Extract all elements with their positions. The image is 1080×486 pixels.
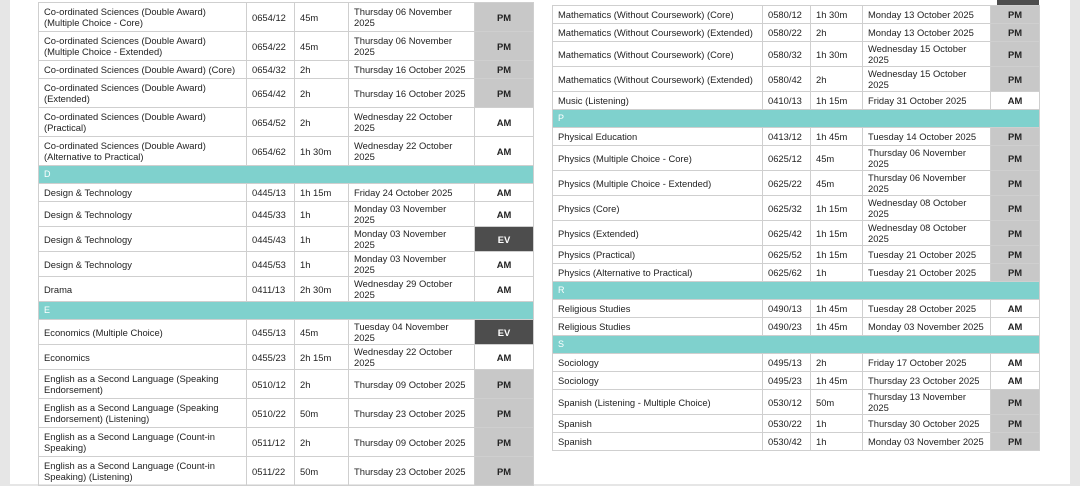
session-cell: AM — [991, 354, 1040, 372]
section-header — [39, 166, 534, 184]
code-cell: 0654/52 — [247, 108, 295, 137]
section-letter: P — [553, 110, 1040, 128]
duration-cell: 50m — [811, 390, 863, 415]
duration-cell: 1h 45m — [811, 300, 863, 318]
duration-cell: 1h — [811, 415, 863, 433]
session-cell: AM — [475, 345, 534, 370]
subject-cell: Sociology — [553, 372, 763, 390]
date-cell: Thursday 09 October 2025 — [349, 428, 475, 457]
code-cell: 0654/62 — [247, 137, 295, 166]
duration-cell: 45m — [811, 146, 863, 171]
table-row — [553, 92, 1040, 110]
code-cell: 0495/13 — [763, 354, 811, 372]
subject-cell: Spanish — [553, 415, 763, 433]
table-row — [553, 300, 1040, 318]
duration-cell: 1h 45m — [811, 128, 863, 146]
date-cell: Wednesday 08 October 2025 — [863, 221, 991, 246]
subject-cell: English as a Second Language (Count-in Speaking) (Listening) — [39, 457, 247, 486]
subject-cell: Design & Technology — [39, 184, 247, 202]
code-cell: 0510/22 — [247, 399, 295, 428]
date-cell: Tuesday 21 October 2025 — [863, 264, 991, 282]
session-cell: PM — [991, 67, 1040, 92]
code-cell: 0455/23 — [247, 345, 295, 370]
session-cell: PM — [991, 264, 1040, 282]
subject-cell: Mathematics (Without Coursework) (Core) — [553, 42, 763, 67]
table-row — [553, 264, 1040, 282]
date-cell: Thursday 23 October 2025 — [863, 372, 991, 390]
subject-cell: Music (Listening) — [553, 92, 763, 110]
duration-cell: 1h — [295, 227, 349, 252]
date-cell: Wednesday 22 October 2025 — [349, 137, 475, 166]
table-row — [39, 252, 534, 277]
duration-cell: 2h — [811, 67, 863, 92]
session-cell: PM — [991, 146, 1040, 171]
duration-cell: 45m — [295, 32, 349, 61]
date-cell: Tuesday 04 November 2025 — [349, 320, 475, 345]
session-cell: PM — [991, 246, 1040, 264]
subject-cell: Economics (Multiple Choice) — [39, 320, 247, 345]
timetable-page — [10, 0, 1070, 484]
code-cell: 0625/22 — [763, 171, 811, 196]
date-cell: Monday 13 October 2025 — [863, 6, 991, 24]
duration-cell: 1h — [295, 202, 349, 227]
date-cell: Monday 03 November 2025 — [349, 227, 475, 252]
subject-cell: Physical Education — [553, 128, 763, 146]
duration-cell: 45m — [295, 320, 349, 345]
subject-cell: Physics (Alternative to Practical) — [553, 264, 763, 282]
session-cell: AM — [475, 252, 534, 277]
session-cell: PM — [991, 221, 1040, 246]
session-cell: AM — [475, 202, 534, 227]
subject-cell: Co-ordinated Sciences (Double Award) (Multiple Choice - Extended) — [39, 32, 247, 61]
date-cell: Friday 31 October 2025 — [863, 92, 991, 110]
subject-cell: Physics (Practical) — [553, 246, 763, 264]
subject-cell: Sociology — [553, 354, 763, 372]
subject-cell: Mathematics (Without Coursework) (Core) — [553, 6, 763, 24]
code-cell: 0530/12 — [763, 390, 811, 415]
duration-cell: 1h 30m — [811, 42, 863, 67]
date-cell: Monday 03 November 2025 — [863, 318, 991, 336]
duration-cell: 50m — [295, 457, 349, 486]
code-cell: 0580/22 — [763, 24, 811, 42]
subject-cell: English as a Second Language (Count-in Speaking) — [39, 428, 247, 457]
subject-cell: Religious Studies — [553, 300, 763, 318]
date-cell: Thursday 16 October 2025 — [349, 79, 475, 108]
date-cell: Wednesday 15 October 2025 — [863, 42, 991, 67]
subject-cell: Physics (Extended) — [553, 221, 763, 246]
date-cell: Monday 03 November 2025 — [349, 202, 475, 227]
table-row — [39, 370, 534, 399]
subject-cell: Design & Technology — [39, 252, 247, 277]
table-row — [553, 372, 1040, 390]
table-row — [39, 61, 534, 79]
table-row — [39, 32, 534, 61]
code-cell: 0445/13 — [247, 184, 295, 202]
table-row — [553, 415, 1040, 433]
code-cell: 0654/22 — [247, 32, 295, 61]
duration-cell: 1h 30m — [295, 137, 349, 166]
code-cell: 0413/12 — [763, 128, 811, 146]
duration-cell: 2h — [295, 370, 349, 399]
table-row — [39, 137, 534, 166]
subject-cell: Mathematics (Without Coursework) (Extended) — [553, 24, 763, 42]
section-letter: E — [39, 302, 534, 320]
duration-cell: 1h 15m — [811, 246, 863, 264]
code-cell: 0411/13 — [247, 277, 295, 302]
date-cell: Tuesday 14 October 2025 — [863, 128, 991, 146]
subject-cell: Spanish — [553, 433, 763, 451]
subject-cell: Co-ordinated Sciences (Double Award) (Practical) — [39, 108, 247, 137]
session-cell: AM — [991, 92, 1040, 110]
date-cell: Wednesday 22 October 2025 — [349, 108, 475, 137]
table-row — [39, 184, 534, 202]
duration-cell: 2h — [295, 79, 349, 108]
date-cell: Thursday 23 October 2025 — [349, 399, 475, 428]
table-row — [553, 128, 1040, 146]
session-cell: AM — [475, 108, 534, 137]
code-cell: 0410/13 — [763, 92, 811, 110]
table-row — [553, 42, 1040, 67]
session-cell: AM — [475, 137, 534, 166]
duration-cell: 1h 45m — [811, 372, 863, 390]
date-cell: Monday 13 October 2025 — [863, 24, 991, 42]
code-cell: 0530/22 — [763, 415, 811, 433]
code-cell: 0490/13 — [763, 300, 811, 318]
duration-cell: 1h 15m — [295, 184, 349, 202]
date-cell: Wednesday 15 October 2025 — [863, 67, 991, 92]
date-cell: Friday 24 October 2025 — [349, 184, 475, 202]
duration-cell: 1h 15m — [811, 196, 863, 221]
session-cell: PM — [475, 428, 534, 457]
session-cell: PM — [475, 370, 534, 399]
table-row — [39, 399, 534, 428]
subject-cell: Physics (Core) — [553, 196, 763, 221]
subject-cell: Co-ordinated Sciences (Double Award) (Core) — [39, 61, 247, 79]
duration-cell: 1h — [811, 264, 863, 282]
duration-cell: 50m — [295, 399, 349, 428]
table-row — [553, 146, 1040, 171]
date-cell: Thursday 23 October 2025 — [349, 457, 475, 486]
session-cell: PM — [475, 457, 534, 486]
code-cell: 0495/23 — [763, 372, 811, 390]
table-row — [39, 428, 534, 457]
table-row — [39, 3, 534, 32]
session-cell: PM — [991, 24, 1040, 42]
code-cell: 0580/32 — [763, 42, 811, 67]
session-cell: EV — [475, 227, 534, 252]
subject-cell: Economics — [39, 345, 247, 370]
subject-cell: Design & Technology — [39, 227, 247, 252]
table-row — [553, 196, 1040, 221]
subject-cell: Drama — [39, 277, 247, 302]
table-row — [39, 108, 534, 137]
date-cell: Thursday 06 November 2025 — [863, 146, 991, 171]
table-row — [39, 345, 534, 370]
duration-cell: 2h — [811, 354, 863, 372]
table-row — [553, 246, 1040, 264]
left-timetable — [38, 2, 534, 486]
table-row — [553, 24, 1040, 42]
code-cell: 0530/42 — [763, 433, 811, 451]
table-row — [553, 67, 1040, 92]
session-cell: EV — [475, 320, 534, 345]
subject-cell: Religious Studies — [553, 318, 763, 336]
subject-cell: Mathematics (Without Coursework) (Extended) — [553, 67, 763, 92]
table-row — [553, 6, 1040, 24]
duration-cell: 1h 15m — [811, 92, 863, 110]
session-cell: PM — [991, 415, 1040, 433]
date-cell: Monday 03 November 2025 — [349, 252, 475, 277]
date-cell: Wednesday 22 October 2025 — [349, 345, 475, 370]
subject-cell: English as a Second Language (Speaking Endorsement) — [39, 370, 247, 399]
code-cell: 0625/12 — [763, 146, 811, 171]
table-row — [553, 433, 1040, 451]
code-cell: 0654/12 — [247, 3, 295, 32]
duration-cell: 2h — [295, 61, 349, 79]
code-cell: 0654/32 — [247, 61, 295, 79]
subject-cell: Physics (Multiple Choice - Core) — [553, 146, 763, 171]
table-row — [553, 318, 1040, 336]
subject-cell: Spanish (Listening - Multiple Choice) — [553, 390, 763, 415]
table-row — [39, 457, 534, 486]
code-cell: 0625/62 — [763, 264, 811, 282]
session-cell: PM — [991, 196, 1040, 221]
code-cell: 0511/12 — [247, 428, 295, 457]
code-cell: 0625/32 — [763, 196, 811, 221]
section-letter: S — [553, 336, 1040, 354]
code-cell: 0445/53 — [247, 252, 295, 277]
date-cell: Thursday 06 November 2025 — [349, 32, 475, 61]
subject-cell: Co-ordinated Sciences (Double Award) (Multiple Choice - Core) — [39, 3, 247, 32]
table-row — [39, 79, 534, 108]
subject-cell: Co-ordinated Sciences (Double Award) (Alternative to Practical) — [39, 137, 247, 166]
table-row — [39, 227, 534, 252]
subject-cell: Physics (Multiple Choice - Extended) — [553, 171, 763, 196]
section-letter: D — [39, 166, 534, 184]
duration-cell: 45m — [295, 3, 349, 32]
code-cell: 0654/42 — [247, 79, 295, 108]
date-cell: Wednesday 29 October 2025 — [349, 277, 475, 302]
session-cell: AM — [991, 372, 1040, 390]
session-cell: PM — [475, 399, 534, 428]
date-cell: Tuesday 21 October 2025 — [863, 246, 991, 264]
code-cell: 0511/22 — [247, 457, 295, 486]
table-row — [553, 354, 1040, 372]
session-cell: PM — [475, 61, 534, 79]
duration-cell: 2h 15m — [295, 345, 349, 370]
duration-cell: 2h — [295, 428, 349, 457]
duration-cell: 2h — [295, 108, 349, 137]
date-cell: Thursday 06 November 2025 — [863, 171, 991, 196]
duration-cell: 2h 30m — [295, 277, 349, 302]
code-cell: 0510/12 — [247, 370, 295, 399]
date-cell: Tuesday 28 October 2025 — [863, 300, 991, 318]
table-row — [39, 202, 534, 227]
duration-cell: 2h — [811, 24, 863, 42]
session-cell: PM — [991, 171, 1040, 196]
date-cell: Wednesday 08 October 2025 — [863, 196, 991, 221]
session-cell: PM — [991, 390, 1040, 415]
date-cell: Thursday 16 October 2025 — [349, 61, 475, 79]
code-cell: 0625/42 — [763, 221, 811, 246]
code-cell: 0625/52 — [763, 246, 811, 264]
code-cell: 0445/43 — [247, 227, 295, 252]
session-cell: AM — [991, 318, 1040, 336]
table-row — [39, 277, 534, 302]
code-cell: 0445/33 — [247, 202, 295, 227]
table-row — [553, 171, 1040, 196]
duration-cell: 1h 30m — [811, 6, 863, 24]
section-header — [39, 302, 534, 320]
session-cell: PM — [475, 32, 534, 61]
section-header — [553, 110, 1040, 128]
duration-cell: 1h — [811, 433, 863, 451]
section-header — [553, 282, 1040, 300]
date-cell: Thursday 06 November 2025 — [349, 3, 475, 32]
session-cell: PM — [991, 42, 1040, 67]
date-cell: Thursday 30 October 2025 — [863, 415, 991, 433]
duration-cell: 1h 45m — [811, 318, 863, 336]
duration-cell: 45m — [811, 171, 863, 196]
subject-cell: Co-ordinated Sciences (Double Award) (Extended) — [39, 79, 247, 108]
section-header — [553, 336, 1040, 354]
session-cell: AM — [991, 300, 1040, 318]
session-cell: PM — [991, 433, 1040, 451]
section-letter: R — [553, 282, 1040, 300]
session-cell: AM — [475, 277, 534, 302]
date-cell: Thursday 09 October 2025 — [349, 370, 475, 399]
session-cell: PM — [475, 79, 534, 108]
right-timetable — [552, 5, 1040, 451]
session-cell: PM — [991, 128, 1040, 146]
date-cell: Friday 17 October 2025 — [863, 354, 991, 372]
session-cell: PM — [991, 6, 1040, 24]
table-row — [553, 390, 1040, 415]
code-cell: 0580/12 — [763, 6, 811, 24]
duration-cell: 1h 15m — [811, 221, 863, 246]
date-cell: Thursday 13 November 2025 — [863, 390, 991, 415]
duration-cell: 1h — [295, 252, 349, 277]
code-cell: 0490/23 — [763, 318, 811, 336]
table-row — [39, 320, 534, 345]
table-row — [553, 221, 1040, 246]
code-cell: 0455/13 — [247, 320, 295, 345]
subject-cell: English as a Second Language (Speaking Endorsement) (Listening) — [39, 399, 247, 428]
code-cell: 0580/42 — [763, 67, 811, 92]
date-cell: Monday 03 November 2025 — [863, 433, 991, 451]
session-cell: AM — [475, 184, 534, 202]
session-cell: PM — [475, 3, 534, 32]
subject-cell: Design & Technology — [39, 202, 247, 227]
